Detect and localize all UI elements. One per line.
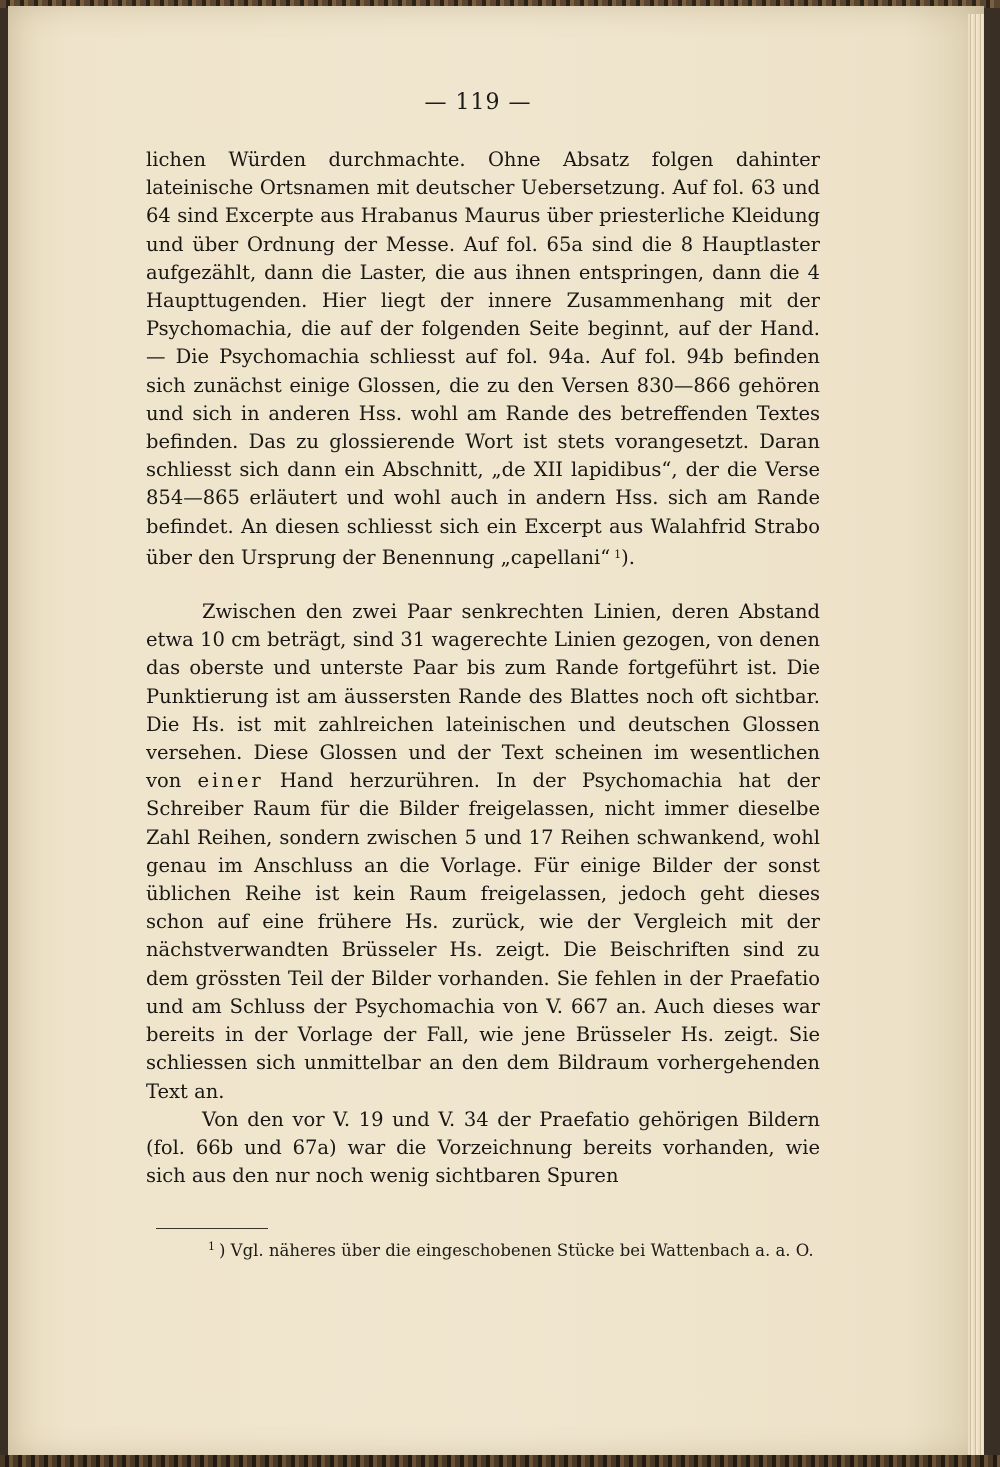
footnote [208, 1240, 828, 1260]
paragraph-2-text-a: Zwischen den zwei Paar senkrechten Linien, deren Abstand etwa 10 cm beträgt, sind 31 wagerechte Linien gezogen, von denen das oberste und unterste Paar bis zum Rande fortgeführt ist. Die Punktierung ist am äussersten Rande des Blattes noch oft sichtbar. Die Hs. ist mit zahlreichen lateinischen und deutschen Glossen versehen. Diese Glossen und der Text scheinen im wesentlichen von [146, 600, 820, 793]
paragraph-1 [146, 146, 820, 572]
book-page [8, 6, 984, 1458]
paragraph-2-text-b: Hand herzurühren. In der Psychomachia hat der Schreiber Raum für die Bilder freigelassen, nicht immer dieselbe Zahl Reihen, sondern zwischen 5 und 17 Reihen schwankend, wohl genau im Anschluss an die Vorlage. Für einige Bilder der sonst üblichen Reihe ist kein Raum freigelassen, jedoch geht dieses schon auf eine frühere Hs. zurück, wie der Vergleich mit der nächstverwandten Brüsseler Hs. zeigt. Die Beischriften sind zu dem grössten Teil der Bilder vorhanden. Sie fehlen in der Praefatio und am Schluss der Psychomachia von V. 667 an. Auch dieses war bereits in der Vorlage der Fall, wie jene Brüsseler Hs. zeigt. Sie schliessen sich unmittelbar an den dem Bildraum vorhergehenden Text an. [146, 769, 820, 1103]
page-number: — 119 — [424, 90, 532, 115]
paragraph-3: Von den vor V. 19 und V. 34 der Praefatio gehörigen Bildern (fol. 66b und 67a) war die Vorzeichnung bereits vorhanden, wie sich aus den nur noch wenig sichtbaren Spuren [146, 1107, 820, 1188]
paragraph-1-text: lichen Würden durchmachte. Ohne Absatz folgen dahinter lateinische Ortsnamen mit deutscher Uebersetzung. Auf fol. 63 und 64 sind Excerpte aus Hrabanus Maurus über priesterliche Kleidung und über Ordnung der Messe. Auf fol. 65a sind die 8 Hauptlaster aufgezählt, dann die Laster, die aus ihnen entspringen, dann die 4 Haupttugenden. Hier liegt der innere Zusammenhang mit der Psychomachia, die auf der folgenden Seite beginnt, auf der Hand. — Die Psychomachia schliesst auf fol. 94a. Auf fol. 94b befinden sich zunächst einige Glossen, die zu den Versen 830—866 gehören und sich in anderen Hss. wohl am Rande des betreffenden Textes befinden. Das zu glossierende Wort ist stets vorangesetzt. Daran schliesst sich dann ein Abschnitt, „de XII lapidibus“, der die Verse 854—865 erläutert und wohl auch in andern Hss. sich am Rande befindet. An diesen schliesst sich ein Excerpt aus Walahfrid Strabo über den Ursprung der Benennung „capellani“ [146, 148, 820, 569]
footnote-mark: 1 [208, 1240, 215, 1253]
footnote-text: ) Vgl. näheres über die eingeschobenen Stücke bei Wattenbach a. a. O. [219, 1241, 814, 1260]
footnote-rule [156, 1228, 268, 1229]
book-bottom-edge [0, 1455, 1000, 1467]
emphasized-word: einer [197, 769, 264, 793]
paragraph-2 [146, 598, 820, 1106]
body-text [146, 146, 820, 1190]
footnote-reference: 1 [614, 547, 622, 561]
paragraph-1-end: ). [621, 545, 635, 569]
page-edges [968, 14, 984, 1461]
